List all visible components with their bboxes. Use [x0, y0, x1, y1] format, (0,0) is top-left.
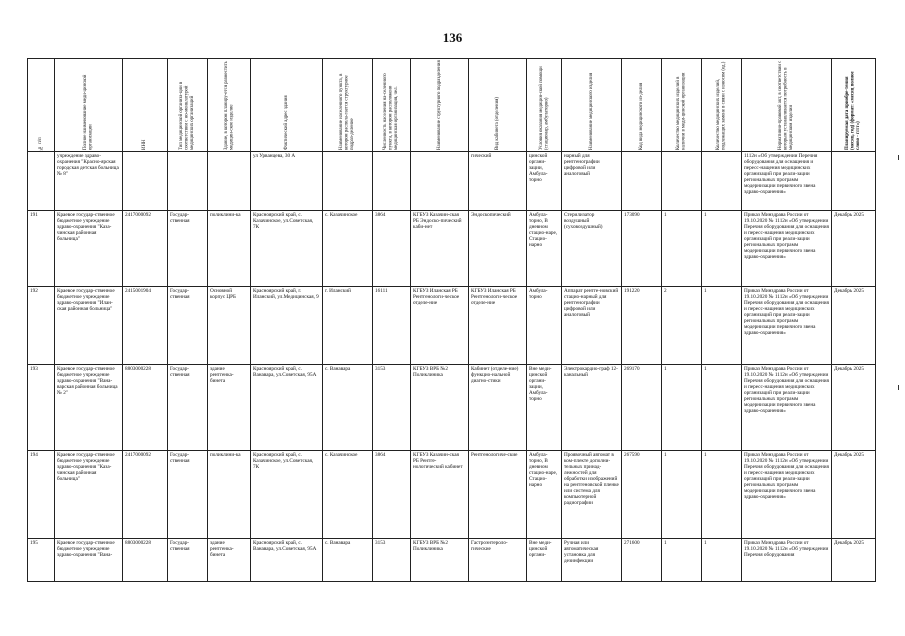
cell-replace: 1	[702, 287, 742, 365]
cell-unit	[411, 152, 469, 211]
cell-unit: КГБУЗ Иланская РБ Рентгенологи-ческое отделе-ние	[411, 287, 469, 365]
cell-date: Декабрь 2025	[832, 365, 876, 451]
cell-conditions: Амбула-торно	[527, 287, 562, 365]
table-row	[28, 211, 876, 287]
header-building: Здание, в котором планиру-ется разместить медицин-ское изделие	[208, 59, 251, 152]
cell-code	[622, 152, 662, 211]
cell-population	[373, 152, 411, 211]
header-unit: Наименование структурного подразделения	[411, 59, 469, 152]
margin-mark	[898, 385, 899, 390]
cell-available: 2	[662, 287, 702, 365]
cell-org: Краевое государ-ственное бюджетное учреждение здраво-охранения "Вана-варская районная больница № 2"	[55, 365, 123, 451]
cell-conditions: Вне меди-цинской органи-зации, Амбула-торно	[527, 365, 562, 451]
header-cabinet: Вид кабинета (отделения)	[469, 59, 527, 152]
cell-settlement	[323, 152, 373, 211]
cell-org: Краевое государ-ственное бюджетное учреждение здраво-охранения "Каза-чинская районная больница"	[55, 451, 123, 539]
cell-device: нарный для рентгенографии цифровой или аналоговый	[562, 152, 622, 211]
table-header-row	[28, 59, 876, 152]
equipment-table	[27, 58, 876, 582]
cell-conditions: Вне меди-цинской органи-	[527, 539, 562, 582]
cell-population: 16111	[373, 287, 411, 365]
header-date: Планируемая дата приобре-тения (месяц, год) (формат: «месяц полное слово - гггг»)	[832, 59, 876, 152]
cell-act: Приказ Минздрава России от 19.10.2020 № 1112н «Об утверждении Перечня оборудования для оснащения и пересс-нащения медицинских организаций при реали-зации региональных программ модернизации первичного звена здраво-охранения»	[742, 287, 832, 365]
cell-org: учреждение здраво-охранения "Красно-ярская городская детская больница № 8"	[55, 152, 123, 211]
cell-building: здание рентгенка-бинета	[208, 539, 251, 582]
cell-code: 269170	[622, 365, 662, 451]
cell-replace: 1	[702, 365, 742, 451]
cell-date	[832, 152, 876, 211]
cell-address: Красноярский край, с. Ванавара, ул.Советская, 95А	[251, 365, 323, 451]
cell-cabinet: Кабинет (отделе-ние) функцио-нальной диагно-стики	[469, 365, 527, 451]
cell-building: здание рентгенка-бинета	[208, 365, 251, 451]
table-row	[28, 451, 876, 539]
cell-type: Государ-ственная	[168, 211, 208, 287]
header-act: Нормативно-правовой акт, в соответствии с которым устанавливается потребность в медицинском изделии	[742, 59, 832, 152]
cell-settlement: с. Ванавара	[323, 365, 373, 451]
cell-population: 3153	[373, 539, 411, 582]
cell-num: 195	[28, 539, 55, 582]
cell-conditions: Амбула-торно, В дневном стацио-наре, Стацио-нарно	[527, 211, 562, 287]
cell-date: Декабрь 2025	[832, 451, 876, 539]
cell-cabinet: Эндоскопический	[469, 211, 527, 287]
cell-act: Приказ Минздрава России от 19.10.2020 № 1112н «Об утверждении Перечня оборудования для оснащения и пересс-нащения медицинских организаций при реали-зации региональных программ модернизации первичного звена здраво-охранения»	[742, 211, 832, 287]
cell-num: 194	[28, 451, 55, 539]
cell-unit: КГБУЗ Казачин-ская РБ Рентге-нологический кабинет	[411, 451, 469, 539]
cell-device: Проявочный автомат в ком-плекте дополни-тельных принад-лежностей для обработки изображений на рентгеновской пленке или система для компьютерной радиографии	[562, 451, 622, 539]
cell-unit: КГБУЗ ВРБ №2 Поликлиника	[411, 365, 469, 451]
cell-settlement: с. Ванавара	[323, 539, 373, 582]
cell-date: Декабрь 2025	[832, 287, 876, 365]
header-conditions: Условия оказания медицин-ской помощи (стационар, амбулаторно)	[527, 59, 562, 152]
header-org: Полное наименование меди-цинской организации	[55, 59, 123, 152]
cell-address: Красноярский край, с. Казачинское, ул.Советская, 7К	[251, 451, 323, 539]
header-type: Тип медицинской организа-ции в соответствии с но-менклатурой медицинских организаций	[168, 59, 208, 152]
cell-inn: 8803000228	[123, 365, 168, 451]
cell-available: 1	[662, 211, 702, 287]
header-available: Количество медицинских изделий в наличии в меди-цинской организации	[662, 59, 702, 152]
cell-inn: 2415001904	[123, 287, 168, 365]
cell-type	[168, 152, 208, 211]
cell-org: Краевое государ-ственное бюджетное учреждение здраво-охранения "Илан-ская районная больница"	[55, 287, 123, 365]
cell-replace: 1	[702, 211, 742, 287]
cell-conditions: цинской органи-зации, Амбула-торно	[527, 152, 562, 211]
cell-act: 1112н «Об утверждении Перечня оборудования для оснащения и пересс-нащения медицинских организаций при реали-зации региональных программ модернизации первичного звена здраво-охранения»	[742, 152, 832, 211]
cell-act: Приказ Минздрава России от 19.10.2020 № 1112н «Об утверждении Перечня оборудования	[742, 539, 832, 582]
cell-address: Красноярский край, г. Иланский, ул.Медицинская, 9	[251, 287, 323, 365]
cell-unit: КГБУЗ ВРБ №2 Поликлиника	[411, 539, 469, 582]
cell-org: Краевое государ-ственное бюджетное учреждение здраво-охранения "Вана-	[55, 539, 123, 582]
cell-building	[208, 152, 251, 211]
cell-org: Краевое государ-ственное бюджетное учреждение здраво-охранения "Каза-чинская районная больница"	[55, 211, 123, 287]
table-row	[28, 287, 876, 365]
cell-address: Красноярский край, с. Ванавара, ул.Советская, 95А	[251, 539, 323, 582]
cell-settlement: с. Казачинское	[323, 451, 373, 539]
header-inn: ИНН	[123, 59, 168, 152]
cell-num: 192	[28, 287, 55, 365]
cell-num: 191	[28, 211, 55, 287]
cell-code: 271600	[622, 539, 662, 582]
cell-cabinet: Гастроэнтероло-гические	[469, 539, 527, 582]
margin-mark	[898, 155, 899, 160]
cell-cabinet: гический	[469, 152, 527, 211]
cell-type: Государ-ственная	[168, 287, 208, 365]
cell-act: Приказ Минздрава России от 19.10.2020 № 1112н «Об утверждении Перечня оборудования для оснащения и пересс-нащения медицинских организаций при реали-зации региональных программ модернизации первичного звена здраво-охранения»	[742, 451, 832, 539]
cell-inn: 8803000228	[123, 539, 168, 582]
cell-settlement: с. Казачинское	[323, 211, 373, 287]
cell-replace: 1	[702, 539, 742, 582]
cell-replace: 1	[702, 451, 742, 539]
cell-settlement: г. Иланский	[323, 287, 373, 365]
cell-population: 3864	[373, 211, 411, 287]
cell-type: Государ-ственная	[168, 451, 208, 539]
header-address: Фактический адрес здания	[251, 59, 323, 152]
cell-device: Электрокардио-граф 12-канальный	[562, 365, 622, 451]
header-replace: Количество медицинских изделий, подлежащих замене в связи с износом (ед.)	[702, 59, 742, 152]
header-code: Код вида медицинского из-делия	[622, 59, 662, 152]
cell-available: 1	[662, 539, 702, 582]
cell-inn: 2417000092	[123, 211, 168, 287]
cell-population: 3153	[373, 365, 411, 451]
cell-population: 3864	[373, 451, 411, 539]
cell-code: 191220	[622, 287, 662, 365]
cell-available: 1	[662, 365, 702, 451]
cell-act: Приказ Минздрава России от 19.10.2020 № 1112н «Об утверждении Перечня оборудования для оснащения и пересс-нащения медицинских организаций при реали-зации региональных программ модернизации первичного звена здраво-охранения»	[742, 365, 832, 451]
cell-address: ул Урванцева, 30 А	[251, 152, 323, 211]
cell-available: 1	[662, 451, 702, 539]
cell-cabinet: Рентгенологиче-ские	[469, 451, 527, 539]
cell-cabinet: КГБУЗ Иланская РБ Рентгенологи-ческое отделе-ние	[469, 287, 527, 365]
cell-code: 173090	[622, 211, 662, 287]
cell-device: Стерилизатор воздушный (суховоздушный)	[562, 211, 622, 287]
cell-available	[662, 152, 702, 211]
cell-conditions: Амбула-торно, В дневном стацио-наре, Стацио-нарно	[527, 451, 562, 539]
cell-unit: КГБУЗ Казачин-ская РБ Эндоско-пический каби-нет	[411, 211, 469, 287]
cell-address: Красноярский край, с. Казачинское, ул.Советская, 7К	[251, 211, 323, 287]
cell-num	[28, 152, 55, 211]
cell-num: 193	[28, 365, 55, 451]
cell-date: Декабрь 2025	[832, 211, 876, 287]
header-settlement: Наименование населенного пункта, в котором распола-гается структурное подраз-деление	[323, 59, 373, 152]
cell-inn: 2417000092	[123, 451, 168, 539]
cell-building: поликлини-ка	[208, 211, 251, 287]
cell-device: Ручная или автоматическая установка для дезинфекции	[562, 539, 622, 582]
cell-date: Декабрь 2025	[832, 539, 876, 582]
cell-device: Аппарат рентге-новский стацио-нарный для рентгенографии цифровой или аналоговый	[562, 287, 622, 365]
cell-building: поликлини-ка	[208, 451, 251, 539]
cell-type: Государ-ственная	[168, 539, 208, 582]
header-population: Численность населения на-селенного пункта, в котором расположено медицинская организация, чел.	[373, 59, 411, 152]
table-row	[28, 365, 876, 451]
cell-type: Государ-ственная	[168, 365, 208, 451]
page-number: 136	[442, 30, 463, 45]
header-num: № п/п	[28, 59, 55, 152]
table-row	[28, 152, 876, 211]
cell-building: Основной корпус ЦРБ	[208, 287, 251, 365]
cell-code: 267590	[622, 451, 662, 539]
header-device: Наименование медицинского изделия	[562, 59, 622, 152]
table-row	[28, 539, 876, 582]
cell-replace	[702, 152, 742, 211]
cell-inn	[123, 152, 168, 211]
